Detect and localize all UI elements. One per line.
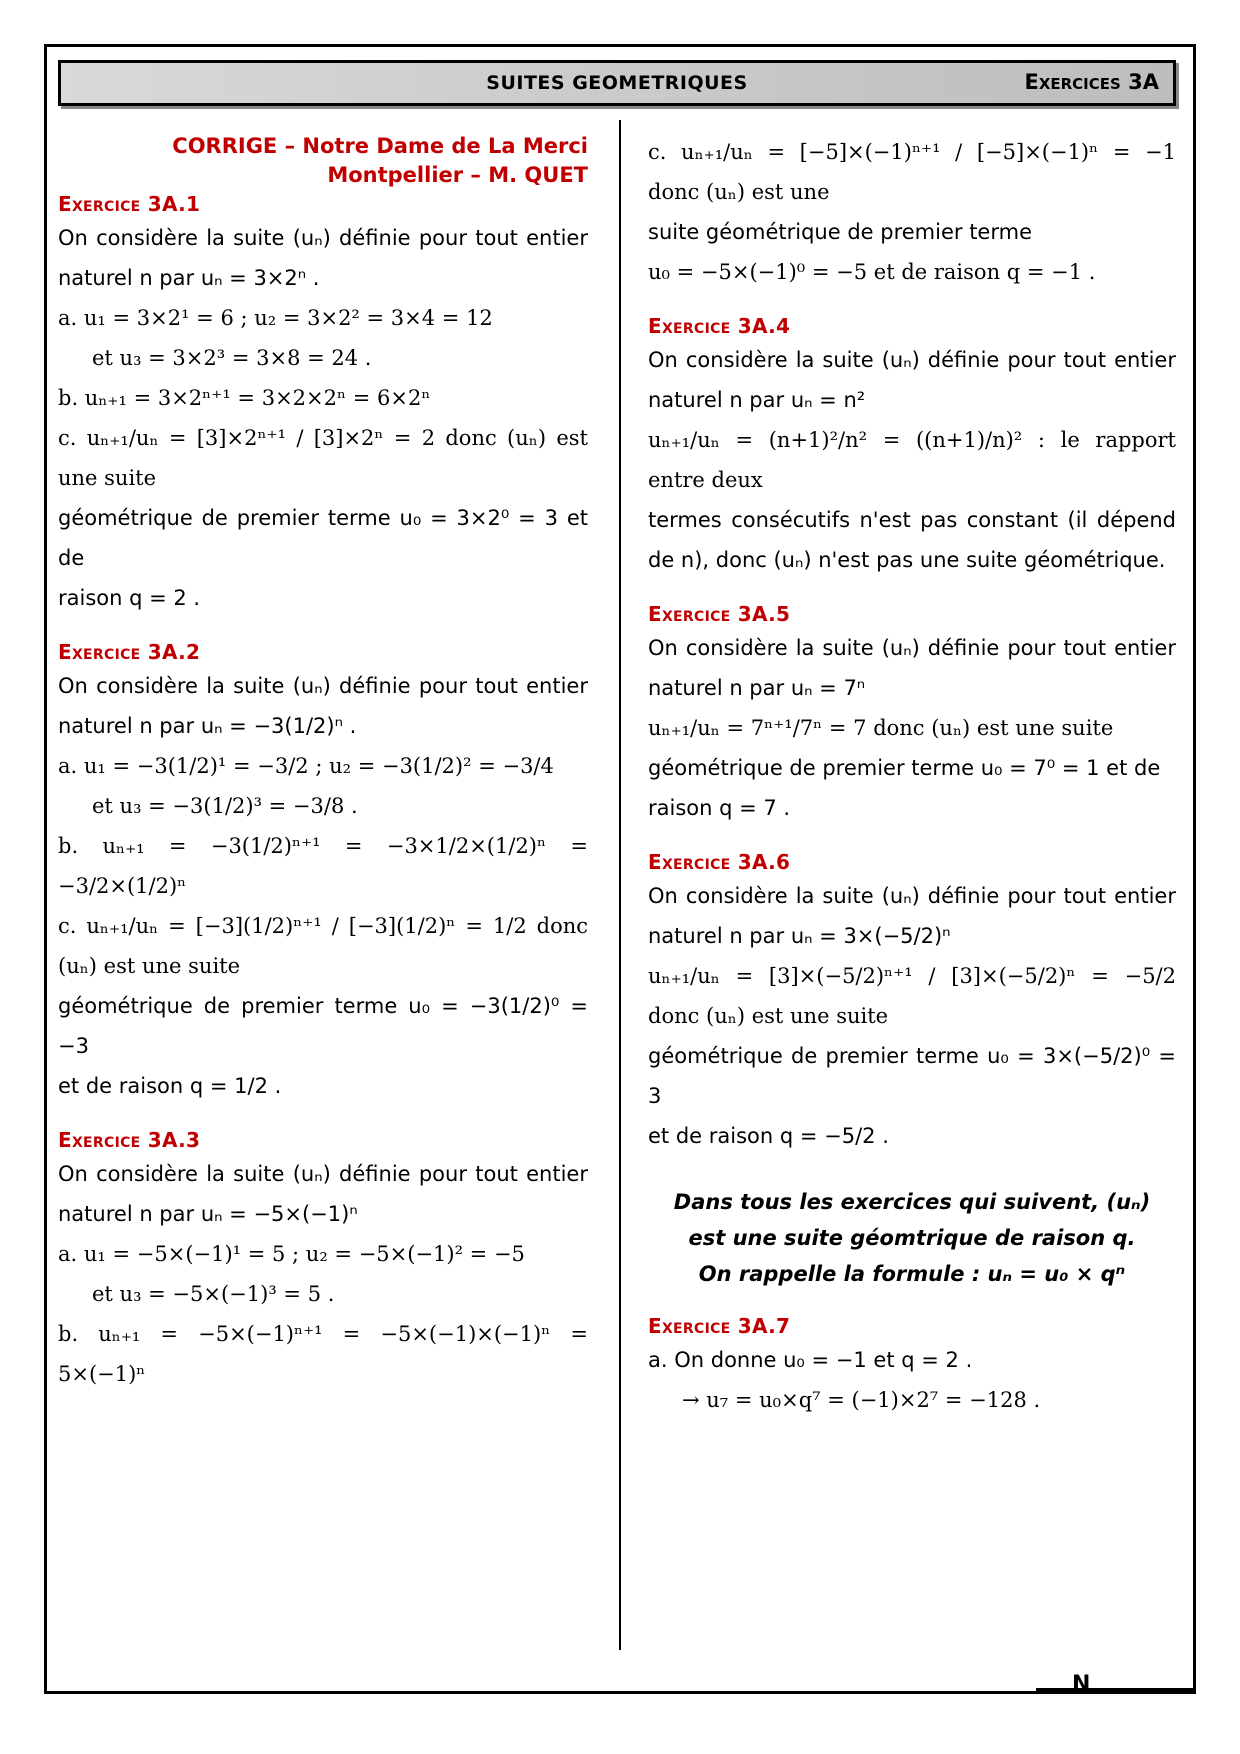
answer-c: c. uₙ₊₁/uₙ = [3]×2ⁿ⁺¹ / [3]×2ⁿ = 2 donc (uₙ) est une suite	[58, 426, 588, 490]
exercise-intro: On considère la suite (uₙ) définie pour tout entier naturel n par uₙ = −3(1/2)ⁿ .	[58, 674, 588, 738]
exercise-title: Exercice 3A.4	[648, 314, 791, 338]
exercise-title: Exercice 3A.2	[58, 640, 201, 664]
exercise-intro: On considère la suite (uₙ) définie pour tout entier naturel n par uₙ = 3×2ⁿ .	[58, 226, 588, 290]
reminder-note	[648, 1184, 1176, 1292]
answer-a-cont: → u₇ = u₀×q⁷ = (−1)×2⁷ = −128 .	[682, 1388, 1041, 1412]
answer-c-cont: et de raison q = 1/2 .	[58, 1074, 282, 1098]
exercise-title: Exercice 3A.1	[58, 192, 201, 216]
reminder-line-1: Dans tous les exercices qui suivent, (uₙ)	[673, 1190, 1151, 1214]
exercise-body-cont: géométrique de premier terme u₀ = 7⁰ = 1 et de	[648, 756, 1161, 780]
reminder-line-2: est une suite géomtrique de raison q.	[688, 1226, 1136, 1250]
answer-a-cont: et u₃ = −3(1/2)³ = −3/8 .	[92, 794, 358, 818]
exercise-title: Exercice 3A.6	[648, 850, 791, 874]
footer-mark: N	[1072, 1672, 1091, 1697]
answer-a-cont: et u₃ = −5×(−1)³ = 5 .	[92, 1282, 335, 1306]
answer-b: b. uₙ₊₁ = −3(1/2)ⁿ⁺¹ = −3×1/2×(1/2)ⁿ = −3/2×(1/2)ⁿ	[58, 834, 588, 898]
answer-b: b. uₙ₊₁ = 3×2ⁿ⁺¹ = 3×2×2ⁿ = 6×2ⁿ	[58, 386, 431, 410]
answer-b: b. uₙ₊₁ = −5×(−1)ⁿ⁺¹ = −5×(−1)×(−1)ⁿ = 5×(−1)ⁿ	[58, 1322, 588, 1386]
exercise-body-cont: et de raison q = −5/2 .	[648, 1124, 889, 1148]
credit-line-1: CORRIGE – Notre Dame de La Merci	[172, 134, 588, 158]
exercise-intro: On considère la suite (uₙ) définie pour tout entier naturel n par uₙ = n²	[648, 348, 1176, 412]
exercise-title: Exercice 3A.7	[648, 1314, 791, 1338]
answer-a: a. On donne u₀ = −1 et q = 2 .	[648, 1348, 973, 1372]
right-column	[648, 132, 1176, 1420]
exercise-intro: On considère la suite (uₙ) définie pour tout entier naturel n par uₙ = −5×(−1)ⁿ	[58, 1162, 588, 1226]
answer-c-cont: géométrique de premier terme u₀ = −3(1/2)⁰ = −3	[58, 994, 588, 1058]
answer-c-cont: suite géométrique de premier terme	[648, 220, 1032, 244]
footer-rule	[1036, 1688, 1196, 1691]
answer-c-cont: géométrique de premier terme u₀ = 3×2⁰ = 3 et de	[58, 506, 588, 570]
header-series: Exercices 3A	[1024, 70, 1159, 94]
answer-c-cont: raison q = 2 .	[58, 586, 201, 610]
exercise-body: uₙ₊₁/uₙ = 7ⁿ⁺¹/7ⁿ = 7 donc (uₙ) est une suite	[648, 716, 1114, 740]
exercise-body: uₙ₊₁/uₙ = (n+1)²/n² = ((n+1)/n)² : le rapport entre deux	[648, 428, 1176, 492]
exercise-intro: On considère la suite (uₙ) définie pour tout entier naturel n par uₙ = 7ⁿ	[648, 636, 1176, 700]
reminder-line-3: On rappelle la formule : uₙ = u₀ × qⁿ	[698, 1262, 1126, 1286]
answer-a-cont: et u₃ = 3×2³ = 3×8 = 24 .	[92, 346, 372, 370]
exercise-title: Exercice 3A.3	[58, 1128, 201, 1152]
exercise-body-cont: géométrique de premier terme u₀ = 3×(−5/2)⁰ = 3	[648, 1044, 1176, 1108]
exercise-body: uₙ₊₁/uₙ = [3]×(−5/2)ⁿ⁺¹ / [3]×(−5/2)ⁿ = −5/2 donc (uₙ) est une suite	[648, 964, 1176, 1028]
left-column	[58, 132, 588, 1394]
exercise-intro: On considère la suite (uₙ) définie pour tout entier naturel n par uₙ = 3×(−5/2)ⁿ	[648, 884, 1176, 948]
answer-a: a. u₁ = 3×2¹ = 6 ; u₂ = 3×2² = 3×4 = 12	[58, 306, 493, 330]
answer-a: a. u₁ = −5×(−1)¹ = 5 ; u₂ = −5×(−1)² = −5	[58, 1242, 525, 1266]
exercise-body-cont: termes consécutifs n'est pas constant (il dépend de n), donc (uₙ) n'est pas une suite géométrique.	[648, 508, 1176, 572]
header-title: SUITES GEOMETRIQUES	[486, 72, 748, 94]
answer-c-cont: u₀ = −5×(−1)⁰ = −5 et de raison q = −1 .	[648, 260, 1096, 284]
answer-a: a. u₁ = −3(1/2)¹ = −3/2 ; u₂ = −3(1/2)² = −3/4	[58, 754, 554, 778]
answer-c: c. uₙ₊₁/uₙ = [−3](1/2)ⁿ⁺¹ / [−3](1/2)ⁿ = 1/2 donc (uₙ) est une suite	[58, 914, 588, 978]
answer-c: c. uₙ₊₁/uₙ = [−5]×(−1)ⁿ⁺¹ / [−5]×(−1)ⁿ = −1 donc (uₙ) est une	[648, 140, 1176, 204]
exercise-title: Exercice 3A.5	[648, 602, 791, 626]
exercise-body-cont: raison q = 7 .	[648, 796, 791, 820]
credit-line-2: Montpellier – M. QUET	[327, 163, 588, 187]
page-header	[58, 60, 1176, 106]
column-divider	[619, 120, 621, 1650]
